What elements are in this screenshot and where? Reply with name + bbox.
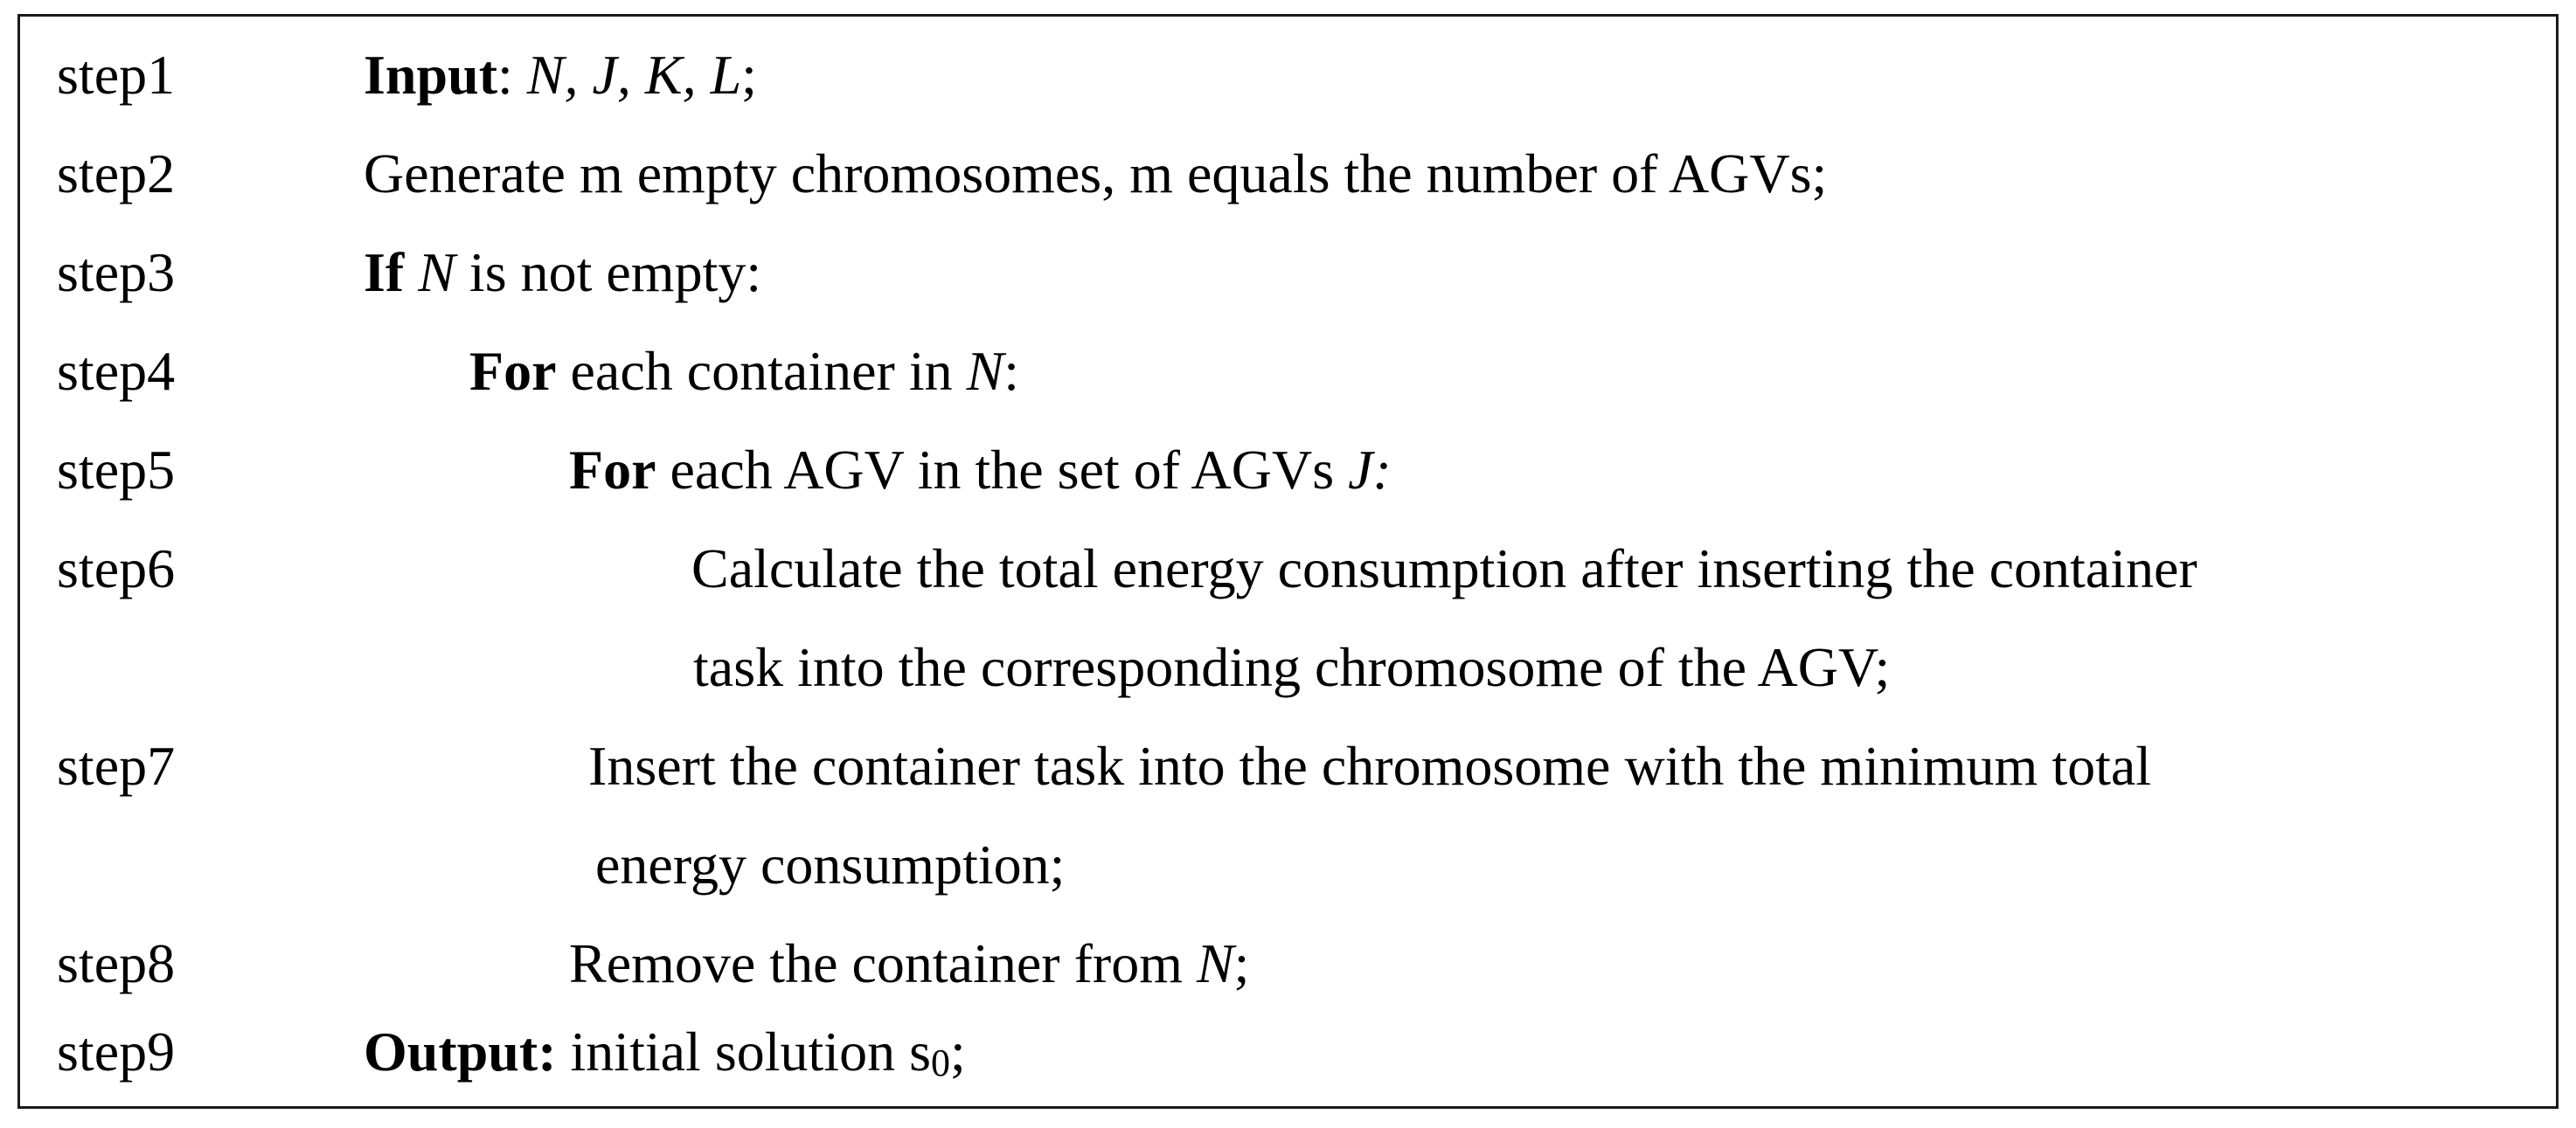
step-label: step7 bbox=[57, 735, 176, 797]
step-label: step5 bbox=[57, 439, 176, 501]
step-text: is not empty: bbox=[455, 241, 762, 303]
step-label: step6 bbox=[57, 537, 176, 599]
step-text: Remove the container from bbox=[569, 932, 1197, 994]
step-text: Generate m empty chromosomes, m equals the number of AGVs; bbox=[364, 142, 1828, 204]
step-text-line-2: task into the corresponding chromosome of the AGV; bbox=[693, 636, 1891, 698]
keyword: For bbox=[569, 439, 656, 501]
separator: : bbox=[497, 44, 527, 106]
step-label: step1 bbox=[57, 44, 176, 106]
line-end: : bbox=[1003, 340, 1020, 402]
line-end: ; bbox=[741, 44, 757, 106]
variable-list: N, J, K, L bbox=[526, 44, 742, 106]
step-label: step3 bbox=[57, 241, 176, 303]
step-text-line-2: energy consumption; bbox=[595, 834, 1066, 896]
step-content bbox=[569, 420, 1392, 519]
step-text-line-1: Insert the container task into the chromosome with the minimum total bbox=[588, 735, 2152, 797]
algorithm-box bbox=[17, 14, 2559, 1109]
variable: N bbox=[966, 340, 1004, 402]
step-label: step9 bbox=[57, 1021, 176, 1083]
subscript: 0 bbox=[930, 1041, 950, 1084]
keyword: Output: bbox=[364, 1021, 557, 1083]
step-content bbox=[364, 25, 757, 124]
variable: J: bbox=[1348, 439, 1392, 501]
step-content bbox=[364, 1002, 966, 1101]
keyword: For bbox=[469, 340, 557, 402]
step-text: each container in bbox=[556, 340, 967, 402]
line-end: ; bbox=[1233, 932, 1250, 994]
step-text: each AGV in the set of AGVs bbox=[656, 439, 1349, 501]
step-label: step2 bbox=[57, 142, 176, 204]
step-label: step8 bbox=[57, 932, 176, 994]
variable: N bbox=[1196, 932, 1234, 994]
keyword: If bbox=[364, 241, 405, 303]
step-text-line-1: Calculate the total energy consumption after inserting the container bbox=[691, 537, 2198, 599]
step-content bbox=[469, 322, 1019, 420]
keyword: Input bbox=[364, 44, 497, 106]
step-content bbox=[569, 914, 1249, 1013]
variable: N bbox=[418, 241, 455, 303]
line-end: ; bbox=[949, 1021, 966, 1083]
step-text: initial solution s bbox=[556, 1021, 931, 1083]
step-content bbox=[364, 223, 761, 322]
step-label: step4 bbox=[57, 340, 176, 402]
